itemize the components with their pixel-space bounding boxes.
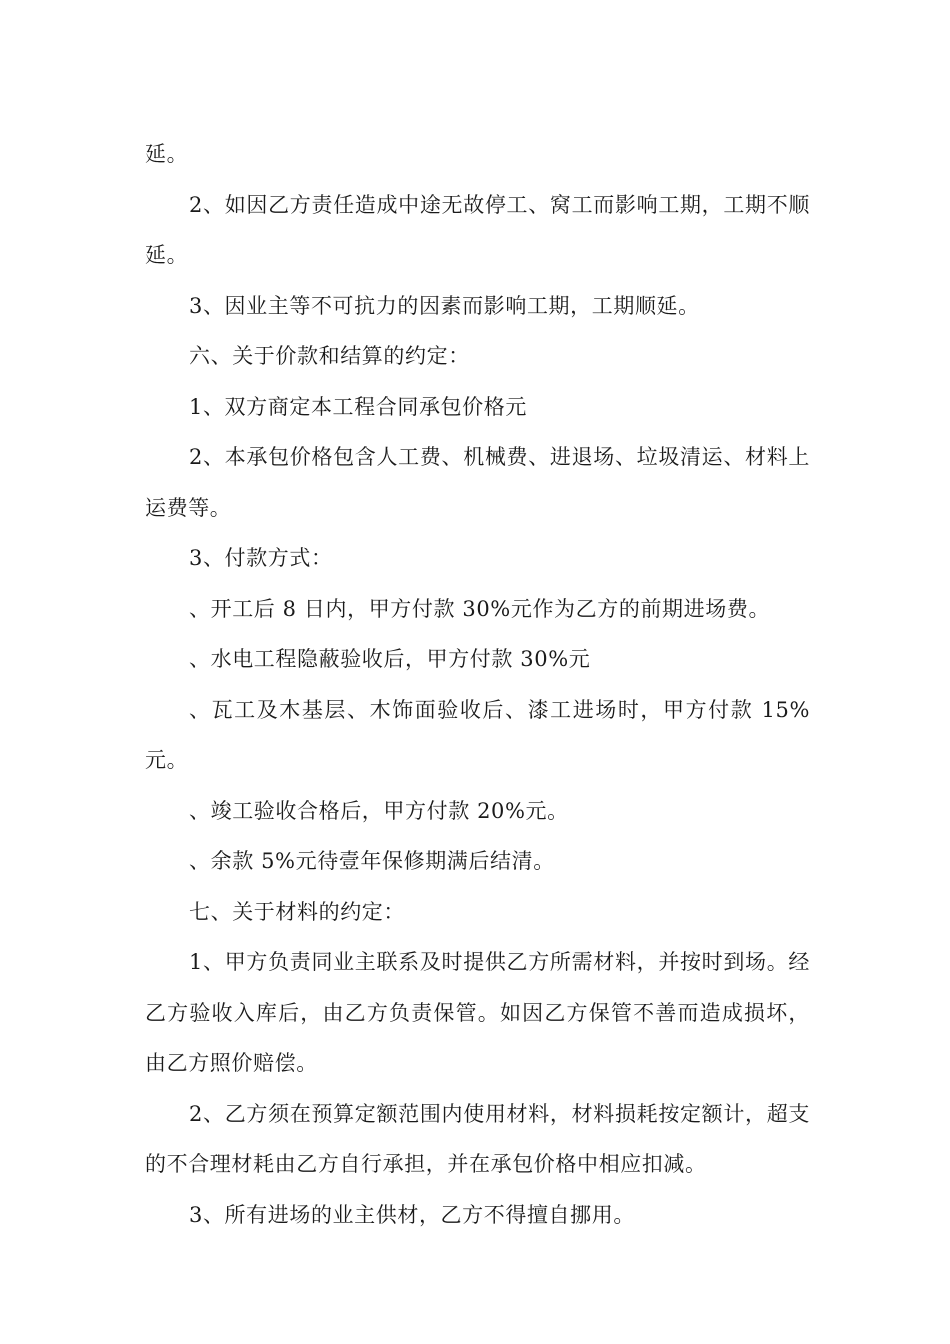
section-heading-materials: 七、关于材料的约定：: [189, 899, 405, 924]
paragraph-materials-item-1: 1、甲方负责同业主联系及时提供乙方所需材料，并按时到场。经乙方验收入库后，由乙方负责保管。如因乙方保管不善而造成损坏，由乙方照价赔偿。: [145, 950, 810, 1075]
paragraph-continuation: 延。: [145, 142, 189, 166]
paragraph-schedule-item-3: 3、因业主等不可抗力的因素而影响工期，工期顺延。: [189, 293, 700, 318]
paragraph-payment-balance: 、余款 5%元待壹年保修期满后结清。: [189, 849, 555, 873]
paragraph-payment-completion: 、竣工验收合格后，甲方付款 20%元。: [189, 798, 569, 823]
paragraph-payment-tiling-wood: 、瓦工及木基层、木饰面验收后、漆工进场时，甲方付款 15%元。: [145, 697, 810, 772]
paragraph-payment-start: 、开工后 8 日内，甲方付款 30%元作为乙方的前期进场费。: [189, 596, 771, 621]
section-heading-price-settlement: 六、关于价款和结算的约定：: [189, 344, 470, 368]
paragraph-price-item-2: 2、本承包价格包含人工费、机械费、进退场、垃圾清运、材料上运费等。: [145, 445, 810, 520]
document-body: [145, 129, 810, 1240]
paragraph-materials-item-2: 2、乙方须在预算定额范围内使用材料，材料损耗按定额计，超支的不合理材耗由乙方自行承担，并在承包价格中相应扣减。: [145, 1101, 810, 1176]
paragraph-price-item-1: 1、双方商定本工程合同承包价格元: [189, 394, 527, 419]
paragraph-materials-item-3: 3、所有进场的业主供材，乙方不得擅自挪用。: [189, 1202, 635, 1227]
paragraph-schedule-item-2: 2、如因乙方责任造成中途无故停工、窝工而影响工期，工期不顺延。: [145, 192, 810, 267]
paragraph-payment-method: 3、付款方式：: [189, 546, 333, 570]
paragraph-payment-plumbing: 、水电工程隐蔽验收后，甲方付款 30%元: [189, 647, 591, 671]
